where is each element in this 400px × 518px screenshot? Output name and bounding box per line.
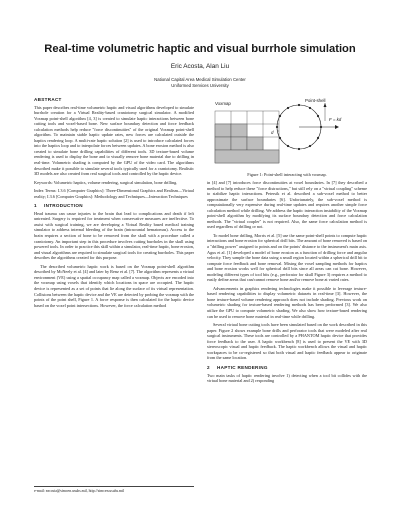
paragraph: Advancements in graphics rendering technologies make it possible to leverage texture-based rendering capabilities to display volumetric datasets in real-time [3]. However, the bone texture-based volume rendering approach does not include shading. Previous work on volumetric shading for texture-based rendering methods has been performed [3]. We also utilize the GPU to compute volumetric shading. We also show how texture-based rendering can be used to remove bone material in real-time while drilling. bbox=[207, 285, 367, 319]
affiliation-line: National Capital Area Medical Simulation Center bbox=[154, 77, 246, 82]
paragraph: Two main tasks of haptic rendering involve 1) detecting when a tool bit collides with the virtual bone material and 2) responding bbox=[207, 372, 367, 384]
paragraph: Several virtual bone cutting tools have been simulated based on the work described in this paper. Figure 2 shows example bone drills and perforator tools that were modeled after real surgical instruments. These tools are controlled by a PHANTOM haptic device that provides force feedback to the user. A haptic workbench [8] is used to present the VE with 3D stereoscopic visual and haptic feedback. The haptic workbench allows the visual and haptic workspaces to be co-registered so that both visual and haptic feedback appear to originate from the same location. bbox=[207, 322, 367, 361]
abstract-heading: ABSTRACT bbox=[34, 97, 62, 102]
index-terms: Index Terms: I.3.6 [Computer Graphics]: Three-Dimensional Graphics and Realism—Virtual reality; I.3.6 [Computer Graphics]: Methodology and Techniques—Interaction Techniques bbox=[34, 188, 194, 199]
force-label: F = kd bbox=[329, 117, 342, 122]
voxmap-label: Voxmap bbox=[215, 101, 231, 106]
right-column bbox=[207, 180, 367, 387]
force-arrow-icon bbox=[335, 125, 339, 129]
abstract-text: This paper describes real-time volumetric haptic and visual algorithms developed to simulate burrhole creation for a Virtual Reality-based craniotomy surgical simulator. A modified Voxmap point-shell algorithm [4, 3] is created to simulate haptic interactions between bone cutting tools and voxel-based bone. New surface boundary detection and force feedback calculation methods help reduce "force discontinuities" of the original Voxmap point-shell algorithm. To maintain stable haptic update rates, new forces are calculated outside the haptics rendering loop. A multi-rate haptic solution [2] is used to introduce calculated forces into the haptics loop and to interpolate forces between updates. A bone erosion method is also created to simulate bone drilling capabilities of different tools. 3D texture-based volume rendering is used to display the bone and to visually remove bone material due to drilling in real-time. Volumetric shading is computed by the GPU of the video card. The algorithms described make it possible to simulate several tools typically used for a craniotomy. Realistic 3D models are also created from real surgical tools and controlled by the haptic device. bbox=[34, 104, 194, 177]
voxmap-diagram bbox=[207, 97, 367, 167]
section-title: HAPTIC RENDERING bbox=[217, 364, 268, 370]
affiliation-line: Uniformed Services University bbox=[171, 82, 229, 88]
section-number: 1 bbox=[34, 203, 37, 209]
section-number: 2 bbox=[207, 364, 210, 370]
section-heading bbox=[34, 203, 194, 209]
d-label: d bbox=[271, 130, 274, 135]
figure-caption: Figure 1: Point-shell interacting with voxmap. bbox=[247, 172, 327, 177]
section-title: INTRODUCTION bbox=[44, 203, 83, 209]
paragraph: To model bone drilling, Morris et al. [5] use the same point-shell points to compute haptic interactions and bone erosion for spherical drill bits. The amount of bone removed is based on a "drilling power" assigned to points and on the points' distance to the instrument's main axis. Agus et al. [1] developed a model of bone erosion as a function of drilling force and angular velocity. They sample the bone data using a small region located within a spherical drill bit to compute force feedback and bone removal. Mixing the voxel sampling methods for haptics and bone erosion works well for spherical drill bits since all areas can cut bone. However, modeling different types of tool bits (e.g., perforator for skull Figure 3) requires a method to easily define areas that can/cannot remove bone and/or remove bone at varied rates. bbox=[207, 232, 367, 283]
section-heading bbox=[207, 365, 367, 371]
left-column bbox=[34, 97, 194, 311]
paragraph: The described volumetric haptic work is based on the Voxmap point-shell algorithm described by McNeely et al. [4] and later by Renz et al. [7]. The algorithm represents a virtual environment (VE) using a spatial occupancy map called a voxmap. Objects are encoded into the voxmap using voxels that identify which locations in space are occupied. The haptic device is represented as a set of points that lie along the surface of its virtual representation. Collisions between the haptic device and the VE are detected by probing the voxmap with the points of the point shell, Figure 1. A force response is then calculated for the haptic device based on the voxel point intersections. However, the force calculation method bbox=[34, 263, 194, 308]
point-shell-label: Point-shell bbox=[305, 98, 326, 103]
footnote: e-mail: eacosta@simcen.usuhs.mil, http://simcen.usuhs.mil bbox=[34, 486, 194, 493]
paragraph: in [4] and [7] introduces force discontinuities at voxel boundaries. In [7] they described a method to help reduce these "force distractions," but still rely on a "virtual coupling" scheme to stabilize haptic interactions. Petersik et al. described a sub-voxel method to better approximate the surface boundaries [6]. Unfortunately, the sub-voxel method is computationally very expensive during real-time updates and requires another simple force calculation method while drilling. We address the haptic interaction instability of the Voxmap point-shell algorithm by modifying its surface boundary detection and force calculation methods. The "virtual coupler" is not required. Also, the same force calculation method is used regardless of drilling or not. bbox=[207, 180, 367, 230]
authors: Eric Acosta, Alan Liu bbox=[170, 63, 230, 70]
affiliation bbox=[0, 77, 400, 88]
keywords: Keywords: Volumetric haptics, volume rendering, surgical simulation, bone drilling. bbox=[34, 179, 178, 185]
paper-title: Real-time volumetric haptic and visual burrhole simulation bbox=[44, 43, 356, 55]
figure-1 bbox=[207, 97, 367, 175]
paragraph: Head trauma can cause injuries to the brain that lead to complications and death if left untreated. Surgery is required for treatment when conservative measures are ineffective. To assist with surgical training, we are developing a Virtual Reality based medical training simulator to address internal bleeding of the brain (intracranial hematomas). Access to the brain requires a section of bone to be removed from the skull with a procedure called a craniotomy. An important step in this procedure involves cutting burrholes in the skull using powered tools. In order to practice this skill within a simulator, real-time haptic, bone erosion, and visual algorithms are required to simulate surgical tools for creating burrholes. This paper describes the algorithms created for this purpose. bbox=[34, 210, 194, 261]
